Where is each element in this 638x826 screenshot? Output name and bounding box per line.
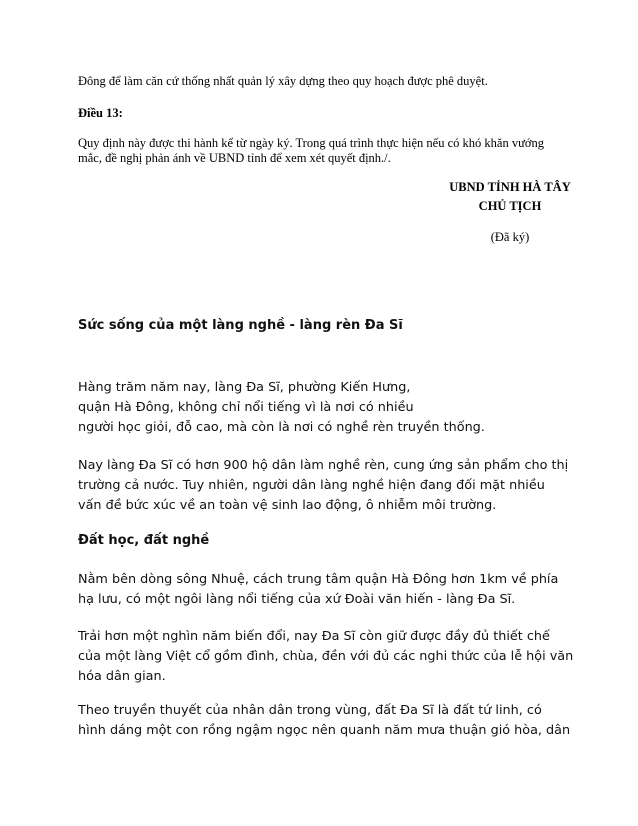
text-line: của một làng Việt cổ gồm đình, chùa, đền với đủ các nghi thức của lễ hội văn [78,649,574,664]
article-title: Sức sống của một làng nghề - làng rèn Đa Sĩ [78,318,403,333]
text-line: hóa dân gian. [78,669,166,684]
article-intro-paragraph [78,378,578,438]
text-line: người học giỏi, đỗ cao, mà còn là nơi có nghề rèn truyền thống. [78,420,485,435]
article-paragraph-3 [78,570,578,610]
signature-organization: UBND TỈNH HÀ TÂY [449,180,571,194]
decree-paragraph-2: Quy định này được thi hành kể từ ngày ký. Trong quá trình thực hiện nếu có khó khăn vướng mắc, đề nghị phản ánh về UBND tỉnh để xem xét quyết định./. [78,136,544,165]
text-line: Trải hơn một nghìn năm biến đổi, nay Đa Sĩ còn giữ được đầy đủ thiết chế [78,629,550,644]
text-line: Theo truyền thuyết của nhân dân trong vùng, đất Đa Sĩ là đất tứ linh, có [78,703,542,718]
text-line: quận Hà Đông, không chỉ nổi tiếng vì là nơi có nhiều [78,400,414,415]
text-line: hình dáng một con rồng ngậm ngọc nên quanh năm mưa thuận gió hòa, dân [78,723,571,738]
signature-position: CHỦ TỊCH [478,199,542,213]
text-line: Nay làng Đa Sĩ có hơn 900 hộ dân làm nghề rèn, cung ứng sản phẩm cho thị [78,458,569,473]
text-line: trường cả nước. Tuy nhiên, người dân làng nghề hiện đang đối mặt nhiều [78,478,545,493]
article-paragraph-5 [78,701,578,741]
article-paragraph-4 [78,627,578,687]
signature-note: (Đã ký) [490,230,530,244]
text-line: hạ lưu, có một ngôi làng nổi tiếng của xứ Đoài văn hiến - làng Đa Sĩ. [78,592,516,607]
text-line: vấn đề bức xúc về an toàn vệ sinh lao động, ô nhiễm môi trường. [78,498,497,513]
section-heading: Đất học, đất nghề [78,533,210,548]
article-paragraph-2 [78,456,578,516]
text-line: Hàng trăm năm nay, làng Đa Sĩ, phường Kiến Hưng, [78,380,411,395]
text-line: Nằm bên dòng sông Nhuệ, cách trung tâm quận Hà Đông hơn 1km về phía [78,572,559,587]
decree-paragraph-1: Đông để làm căn cứ thống nhất quản lý xây dựng theo quy hoạch được phê duyệt. [78,74,488,88]
article-13-heading: Điều 13: [78,106,123,120]
